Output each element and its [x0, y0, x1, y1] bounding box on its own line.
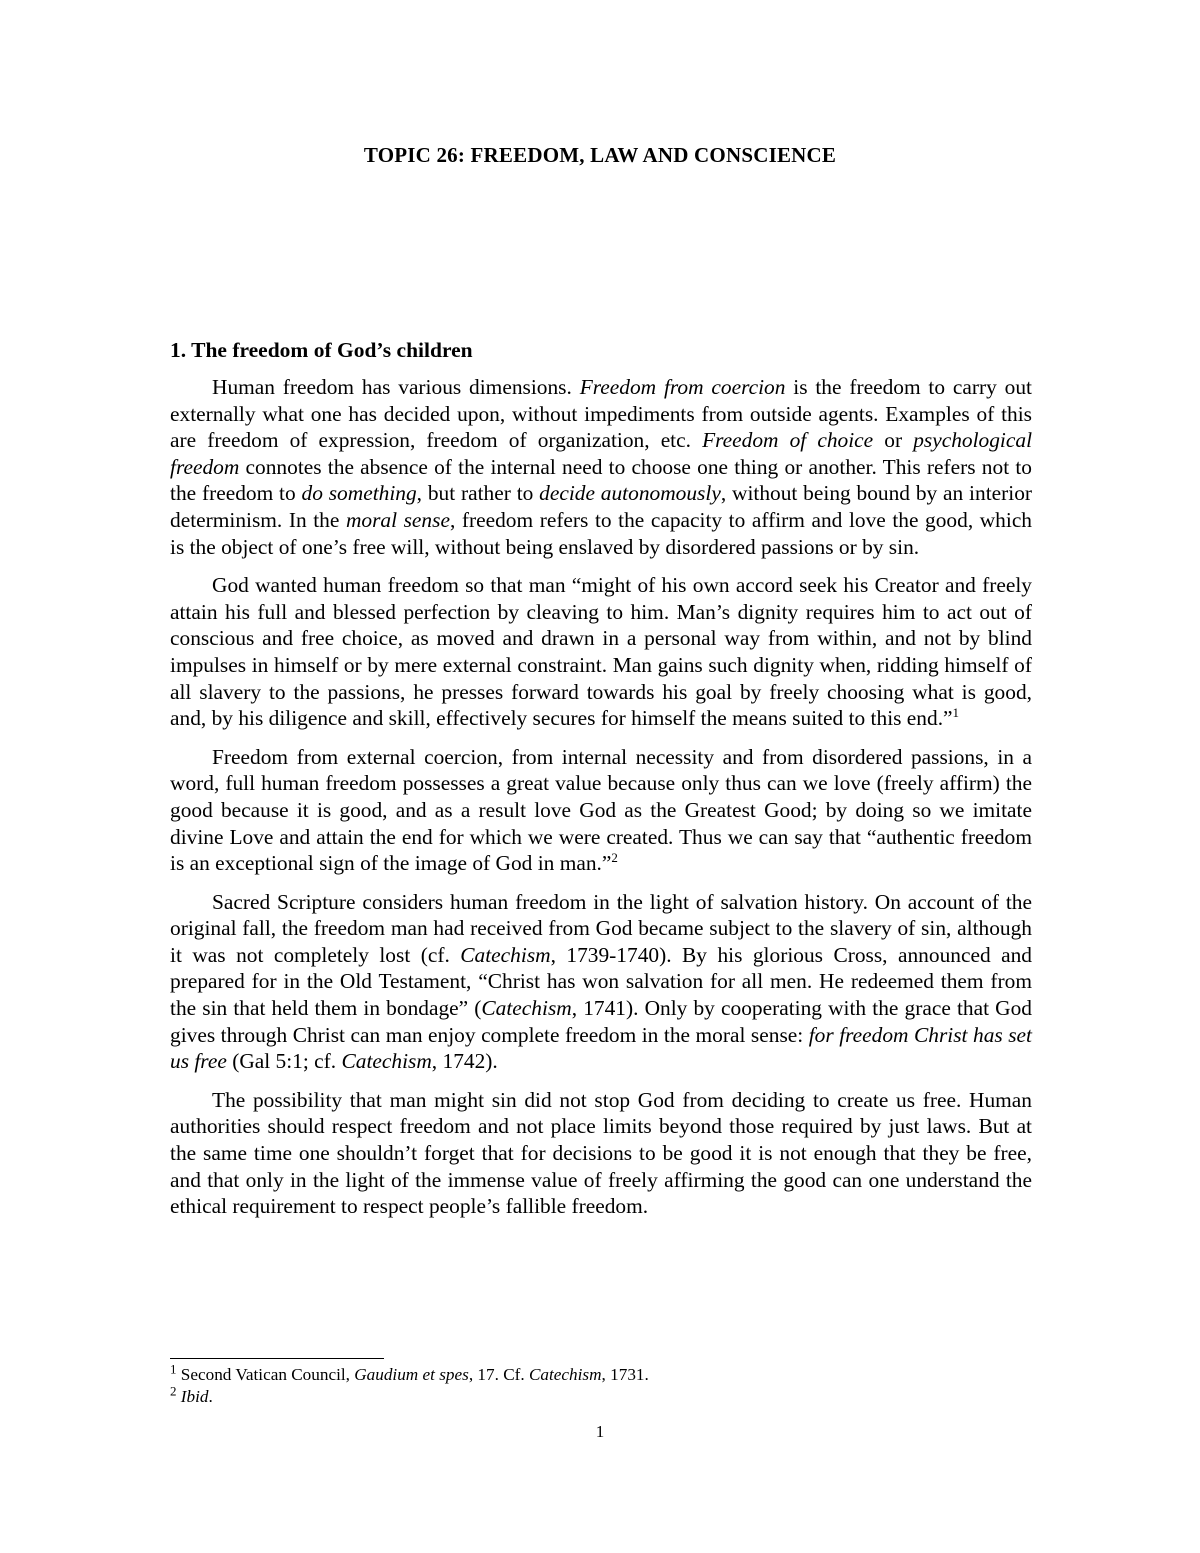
text-run: , 1742). [431, 1049, 498, 1074]
footnote-marker: 2 [611, 849, 618, 865]
italic-text: Catechism [528, 1365, 602, 1384]
footnote-separator [170, 1358, 384, 1359]
footnote-marker: 1 [952, 705, 960, 720]
italic-text: Catechism [460, 942, 551, 967]
italic-text: Freedom from coercion [579, 375, 786, 399]
text-run: , 1741). Only by cooperating with the grace that God gives through Christ can man enjoy complete freedom in the moral sense: [170, 996, 1032, 1047]
text-run: , without being bound by an interior determinism. In the [170, 481, 1033, 532]
paragraph [170, 374, 1032, 560]
text-run: is the freedom to carry out externally what one has decided upon, without impediments from outside agents. Examples of this are freedom of expression, freedom of organization, etc. [170, 375, 1032, 453]
footnote-marker: 1 [170, 1361, 177, 1377]
italic-text: decide autonomously [539, 481, 721, 506]
text-run: God wanted human freedom so that man “might of his own accord seek his Creator and freely attain his full and blessed perfection by cleaving to him. Man’s dignity requires him to act out of conscious and free choice, as moved and drawn in a personal way from within, and not by blind impulses in himself or by mere external constraint. Man gains such dignity when, ridding himself of all slavery to the passions, he presses forward towards his goal by freely choosing what is good, and, by his diligence and skill, effectively secures for himself the means suited to this end.” [170, 573, 1032, 731]
footnote [170, 1361, 1032, 1386]
text-run: . [208, 1387, 213, 1406]
italic-text: do something [301, 481, 417, 506]
text-run: Human freedom has various dimensions. [212, 375, 580, 399]
body-text [170, 374, 1032, 1220]
text-run: , 1731. [601, 1365, 649, 1384]
italic-text: Freedom of choice [702, 428, 874, 453]
italic-text: psychological freedom [170, 428, 1033, 479]
text-run: or [873, 428, 914, 453]
italic-text: for freedom Christ has set us free [170, 1022, 1032, 1074]
text-run: , 1739-1740). By his glorious Cross, announced and prepared for in the Old Testament, “Christ has won salvation for all men. He redeemed them from the sin that held them in bondage” ( [170, 942, 1032, 1021]
text-run: Freedom from external coercion, from internal necessity and from disordered passions, in a word, full human freedom possesses a great value because only thus can we love (freely affirm) the good because it is good, and as a result love God as the Greatest Good; by doing so we imitate divine Love and attain the end for which we were created. Thus we can say that “authentic freedom is an exceptional sign of the image of God in man.” [170, 744, 1032, 876]
text-run: , 17. Cf. [468, 1365, 529, 1384]
paragraph [170, 744, 1032, 877]
text-run: connotes the absence of the internal need to choose one thing or another. This refers not to the freedom to [170, 454, 1032, 506]
text-run: Second Vatican Council, [176, 1365, 355, 1384]
page-number: 1 [595, 1422, 605, 1441]
italic-text: Catechism [481, 996, 572, 1021]
text-run: , but rather to [416, 481, 540, 506]
paragraph [170, 572, 1032, 732]
text-run: Sacred Scripture considers human freedom in the light of salvation history. On account of the original fall, the freedom man had received from God became subject to the slavery of sin, although it was not completely lost (cf. [170, 889, 1032, 967]
text-run: (Gal 5:1; cf. [226, 1049, 342, 1074]
italic-text: Gaudium et spes [354, 1365, 469, 1384]
footnote-marker: 2 [170, 1383, 177, 1399]
body-column [170, 336, 1032, 1232]
section-heading: 1. The freedom of God’s children [170, 338, 473, 362]
footnote [170, 1383, 1032, 1408]
italic-text: Catechism [341, 1049, 432, 1074]
footnotes [170, 1361, 1032, 1408]
paragraph [170, 1087, 1032, 1220]
text-run: The possibility that man might sin did not stop God from deciding to create us free. Human authorities should respect freedom and not place limits beyond those required by just laws. But at the same time one shouldn’t forget that for decisions to be good it is not enough that they be free, and that only in the light of the immense value of freely affirming the good can one understand the ethical requirement to respect people’s fallible freedom. [170, 1087, 1032, 1219]
italic-text: moral sense [345, 507, 450, 532]
document-title: TOPIC 26: FREEDOM, LAW AND CONSCIENCE [363, 143, 837, 167]
text-run: , freedom refers to the capacity to affirm and love the good, which is the object of one’s free will, without being enslaved by disordered passions or by sin. [170, 507, 1033, 559]
italic-text: Ibid [180, 1387, 209, 1406]
paragraph [170, 889, 1032, 1075]
